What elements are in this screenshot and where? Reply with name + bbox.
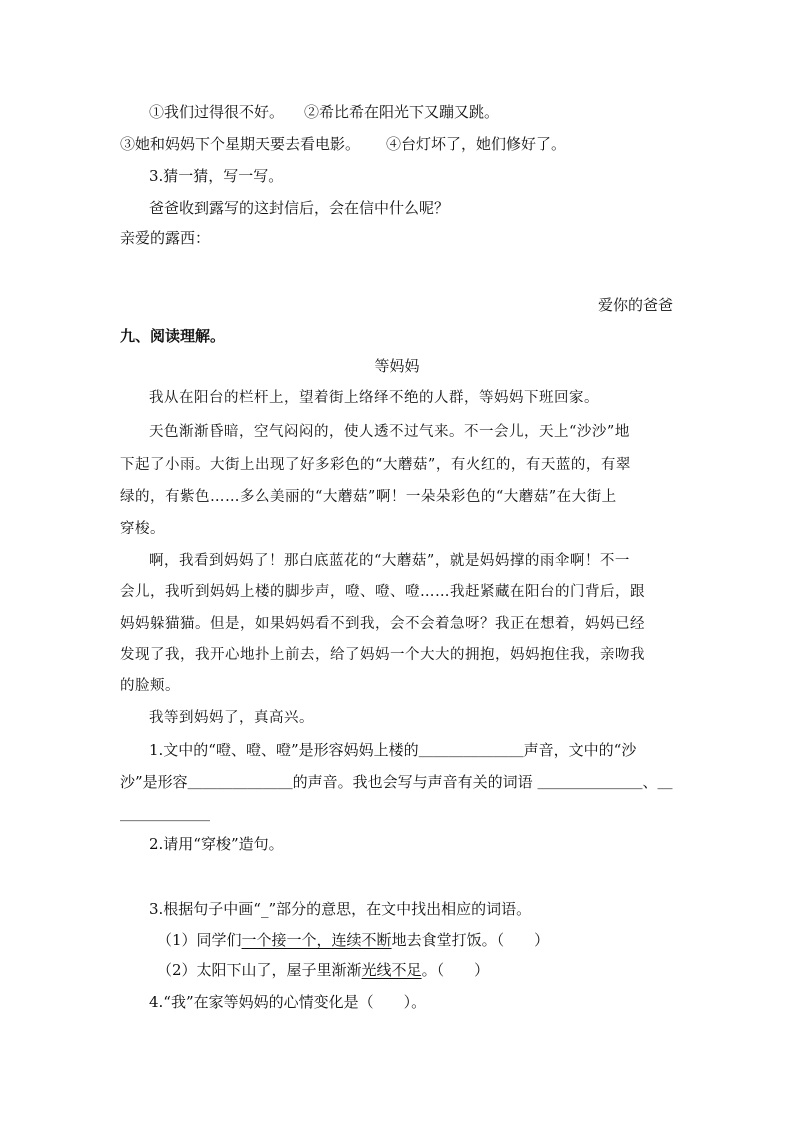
passage-paragraph-4: 我等到妈妈了，真高兴。 (149, 710, 314, 726)
question-2: 2.请用“穿梭”造句。 (149, 835, 284, 853)
option-4: ④台灯坏了，她们修好了。 (386, 135, 567, 153)
passage-paragraph-3-line-3: 妈妈躲猫猫。但是，如果妈妈看不到我，会不会着急呀？我正在想着，妈妈已经 (120, 616, 645, 632)
question-4: 4.“我”在家等妈妈的心情变化是（ ）。 (149, 993, 427, 1011)
item-1-prefix: （1）同学们 (157, 931, 242, 949)
question-3: 3.根据句子中画“_”部分的意思，在文中找出相应的词语。 (149, 900, 532, 918)
passage-paragraph-1: 我从在阳台的栏杆上，望着街上络绎不绝的人群，等妈妈下班回家。 (149, 390, 599, 406)
passage-paragraph-2-line-4: 穿梭。 (120, 521, 165, 537)
option-2: ②希比希在阳光下又蹦又跳。 (304, 103, 500, 121)
option-1: ①我们过得很不好。 (149, 103, 285, 121)
question-1-line-1: 1.文中的“噔、噔、噔”是形容妈妈上楼的＿＿＿＿＿＿＿声音，文中的“沙 (149, 741, 637, 759)
options-row-1 (149, 102, 499, 122)
item-2-underlined: 光线不足 (361, 961, 422, 979)
item-1-suffix: 地去食堂打饭。（ ） (391, 931, 550, 949)
question-3-title: 3.猜一猜，写一写。 (149, 167, 284, 185)
passage-paragraph-3-line-4: 发现了我，我开心地扑上前去，给了妈妈一个大大的拥抱，妈妈抱住我，亲吻我 (120, 647, 645, 663)
passage-paragraph-3-line-5: 的脸颊。 (120, 678, 180, 694)
passage-paragraph-3-line-1: 啊，我看到妈妈了！那白底蓝花的“大蘑菇”，就是妈妈撑的雨伞啊！不一 (149, 553, 630, 569)
options-row-2 (120, 134, 566, 154)
letter-signature: 爱你的爸爸 (597, 296, 673, 314)
section-heading: 九、阅读理解。 (120, 327, 226, 345)
item-2-suffix: 。（ ） (421, 961, 490, 979)
item-2-prefix: （2）太阳下山了，屋子里渐渐 (157, 961, 362, 979)
passage-title: 等妈妈 (374, 357, 420, 375)
question-1-line-2: 沙”是形容＿＿＿＿＿＿＿的声音。我也会写与声音有关的词语 ＿＿＿＿＿＿＿、＿ (120, 773, 673, 791)
passage-paragraph-2-line-2: 下起了小雨。大街上出现了好多彩色的“大蘑菇”，有火红的，有天蓝的，有翠 (120, 457, 631, 473)
question-1-line-3: ＿＿＿＿＿＿ (120, 805, 211, 823)
passage-paragraph-2-line-3: 绿的，有紫色……多么美丽的“大蘑菇”啊！一朵朵彩色的“大蘑菇”在大街上 (120, 489, 617, 505)
option-3: ③她和妈妈下个星期天要去看电影。 (120, 135, 361, 153)
passage-paragraph-3-line-2: 会儿，我听到妈妈上楼的脚步声，噔、噔、噔……我赶紧藏在阳台的门背后，跟 (120, 584, 645, 600)
question-3-item-1 (157, 930, 549, 950)
letter-greeting: 亲爱的露西： (120, 229, 211, 247)
passage-paragraph-2-line-1: 天色渐渐昏暗，空气闷闷的，使人透不过气来。不一会儿，天上“沙沙”地 (149, 424, 630, 440)
question-3-prompt: 爸爸收到露写的这封信后，会在信中什么呢？ (149, 199, 450, 217)
item-1-underlined: 一个接一个，连续不断 (241, 931, 392, 949)
question-3-item-2 (157, 960, 489, 980)
